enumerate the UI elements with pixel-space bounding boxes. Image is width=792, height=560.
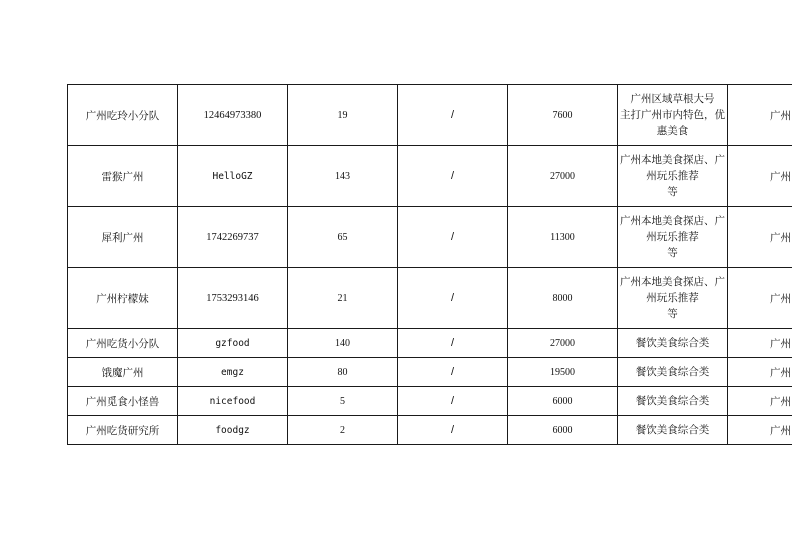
description-line: 惠美食 (656, 125, 689, 137)
count-cell: 80 (288, 358, 398, 387)
placeholder-cell: / (398, 268, 508, 329)
description-cell (618, 358, 728, 387)
city-cell: 广州 (728, 85, 792, 146)
account-name-cell: 广州吃玲小分队 (68, 85, 178, 146)
count-cell: 140 (288, 329, 398, 358)
description-cell (618, 416, 728, 445)
description-cell (618, 207, 728, 268)
description-line: 广州本地美食探店、广 (620, 276, 725, 288)
city-cell: 广州 (728, 329, 792, 358)
placeholder-cell: / (398, 146, 508, 207)
account-id-cell: emgz (178, 358, 288, 387)
city-cell: 广州 (728, 358, 792, 387)
description-line: 餐饮美食综合类 (635, 366, 710, 378)
description-line: 州玩乐推荐 (646, 231, 699, 243)
placeholder-cell: / (398, 358, 508, 387)
count-cell: 143 (288, 146, 398, 207)
spreadsheet-area (67, 84, 792, 448)
placeholder-cell: / (398, 207, 508, 268)
placeholder-cell: / (398, 416, 508, 445)
account-id-cell: 1753293146 (178, 268, 288, 329)
table-row (68, 207, 792, 268)
account-id-cell: 1742269737 (178, 207, 288, 268)
table-row (68, 416, 792, 445)
account-id-cell: foodgz (178, 416, 288, 445)
value-cell: 27000 (508, 146, 618, 207)
description-line: 等 (667, 186, 678, 198)
description-cell (618, 387, 728, 416)
value-cell: 8000 (508, 268, 618, 329)
description-line: 州玩乐推荐 (646, 292, 699, 304)
table-row (68, 329, 792, 358)
description-cell (618, 268, 728, 329)
placeholder-cell: / (398, 329, 508, 358)
table-row (68, 387, 792, 416)
account-name-cell: 雷猴广州 (68, 146, 178, 207)
count-cell: 21 (288, 268, 398, 329)
value-cell: 6000 (508, 416, 618, 445)
account-name-cell: 饿魔广州 (68, 358, 178, 387)
description-cell (618, 85, 728, 146)
description-line: 等 (667, 308, 678, 320)
placeholder-cell: / (398, 85, 508, 146)
city-cell: 广州 (728, 387, 792, 416)
account-id-cell: HelloGZ (178, 146, 288, 207)
description-line: 主打广州市内特色，优 (620, 109, 725, 121)
value-cell: 11300 (508, 207, 618, 268)
description-cell (618, 146, 728, 207)
account-id-cell: 12464973380 (178, 85, 288, 146)
description-line: 广州本地美食探店、广 (620, 215, 725, 227)
value-cell: 19500 (508, 358, 618, 387)
account-name-cell: 广州吃货小分队 (68, 329, 178, 358)
value-cell: 7600 (508, 85, 618, 146)
description-line: 餐饮美食综合类 (635, 424, 710, 436)
description-line: 等 (667, 247, 678, 259)
count-cell: 19 (288, 85, 398, 146)
account-name-cell: 广州柠檬妹 (68, 268, 178, 329)
count-cell: 5 (288, 387, 398, 416)
city-cell: 广州 (728, 146, 792, 207)
account-id-cell: gzfood (178, 329, 288, 358)
table-row (68, 358, 792, 387)
city-cell: 广州 (728, 416, 792, 445)
description-line: 广州区域草根大号 (630, 93, 715, 105)
city-cell: 广州 (728, 207, 792, 268)
city-cell: 广州 (728, 268, 792, 329)
account-table (67, 84, 792, 445)
table-row (68, 146, 792, 207)
description-line: 州玩乐推荐 (646, 170, 699, 182)
count-cell: 2 (288, 416, 398, 445)
account-name-cell: 广州觅食小怪兽 (68, 387, 178, 416)
account-name-cell: 广州吃货研究所 (68, 416, 178, 445)
description-line: 餐饮美食综合类 (635, 337, 710, 349)
account-id-cell: nicefood (178, 387, 288, 416)
count-cell: 65 (288, 207, 398, 268)
table-row (68, 85, 792, 146)
value-cell: 6000 (508, 387, 618, 416)
description-line: 广州本地美食探店、广 (620, 154, 725, 166)
table-row (68, 268, 792, 329)
placeholder-cell: / (398, 387, 508, 416)
value-cell: 27000 (508, 329, 618, 358)
account-name-cell: 犀利广州 (68, 207, 178, 268)
description-cell (618, 329, 728, 358)
description-line: 餐饮美食综合类 (635, 395, 710, 407)
